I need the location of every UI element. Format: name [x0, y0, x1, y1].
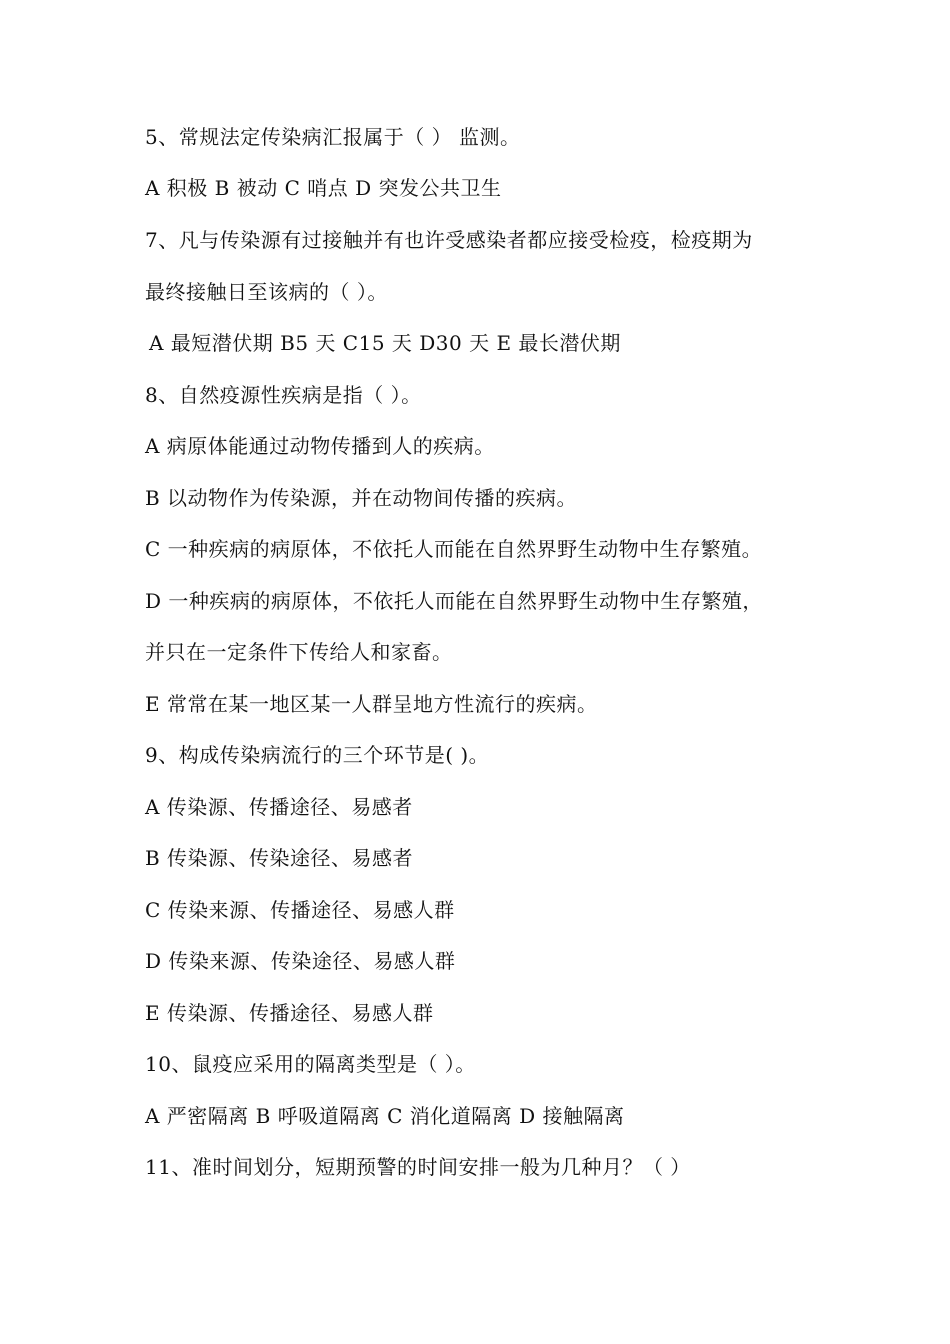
question-9-option-b: B 传染源、传染途径、易感者 [145, 846, 414, 870]
question-10: 10、鼠疫应采用的隔离类型是（ ）。 [145, 1052, 476, 1076]
question-10-options: A 严密隔离 B 呼吸道隔离 C 消化道隔离 D 接触隔离 [145, 1104, 625, 1128]
question-7: 7、凡与传染源有过接触并有也许受感染者都应接受检疫，检疫期为 [145, 228, 753, 252]
question-9-option-a: A 传染源、传播途径、易感者 [145, 795, 413, 819]
question-8-option-d: D 一种疾病的病原体，不依托人而能在自然界野生动物中生存繁殖， [145, 589, 763, 613]
question-9-option-e: E 传染源、传播途径、易感人群 [145, 1001, 434, 1025]
question-5-options: A 积极 B 被动 C 哨点 D 突发公共卫生 [145, 176, 502, 200]
question-9-option-c: C 传染来源、传播途径、易感人群 [145, 898, 455, 922]
question-9-option-d: D 传染来源、传染途径、易感人群 [145, 949, 456, 973]
question-9: 9、构成传染病流行的三个环节是( )。 [145, 743, 490, 767]
question-8-option-a: A 病原体能通过动物传播到人的疾病。 [145, 434, 495, 458]
question-8-option-d-continued: 并只在一定条件下传给人和家畜。 [145, 640, 453, 664]
question-8-option-b: B 以动物作为传染源，并在动物间传播的疾病。 [145, 486, 578, 510]
question-8-option-e: E 常常在某一地区某一人群呈地方性流行的疾病。 [145, 692, 598, 716]
question-5: 5、常规法定传染病汇报属于（ ） 监测。 [145, 125, 521, 149]
question-7-continued: 最终接触日至该病的（ ）。 [145, 280, 388, 304]
question-11: 11、准时间划分，短期预警的时间安排一般为几种月？（ ） [145, 1155, 691, 1179]
question-8-option-c: C 一种疾病的病原体，不依托人而能在自然界野生动物中生存繁殖。 [145, 537, 763, 561]
question-8: 8、自然疫源性疾病是指（ ）。 [145, 383, 422, 407]
question-7-options: A 最短潜伏期 B5 天 C15 天 D30 天 E 最长潜伏期 [149, 331, 621, 355]
